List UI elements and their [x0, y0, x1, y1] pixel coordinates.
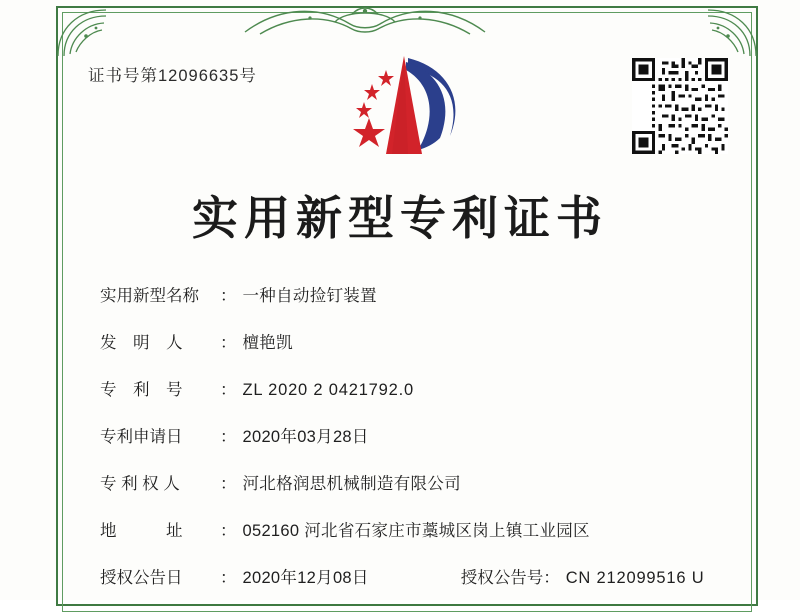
field-row-inventor [100, 329, 740, 353]
field-colon-4: ： [220, 475, 237, 493]
qr-code-icon [632, 58, 728, 154]
field-label-address: 地 址 [100, 522, 183, 540]
field-value-application-date: 2020年03月28日 [242, 428, 369, 446]
field-label-utility-model-name: 实用新型名称 [100, 287, 199, 305]
field-row-application-date [100, 423, 740, 447]
field-label-patentee: 专 利 权 人 [100, 475, 180, 493]
field-row-patentee [100, 470, 740, 494]
grant-publication-number-group [461, 564, 705, 588]
field-colon-publication-number: ： [543, 569, 560, 587]
field-row-address [100, 517, 740, 541]
field-row-grant-publication [100, 564, 740, 588]
top-ornament-icon [240, 2, 490, 38]
field-value-inventor: 檀艳凯 [242, 334, 293, 352]
field-value-grant-date: 2020年12月08日 [242, 569, 369, 587]
field-list [100, 282, 740, 588]
field-colon-grant-date: ： [220, 569, 237, 587]
field-label-patent-number: 专 利 号 [100, 381, 183, 399]
field-value-publication-number: CN 212099516 U [565, 569, 705, 587]
certificate-number: 证书号第12096635号 [88, 67, 257, 85]
field-colon-5: ： [220, 522, 237, 540]
field-label-publication-number: 授权公告号 [460, 569, 544, 587]
field-value-patent-number: ZL 2020 2 0421792.0 [242, 381, 414, 399]
field-value-address: 052160 河北省石家庄市藁城区岗上镇工业园区 [242, 522, 590, 540]
field-row-patent-number [100, 376, 740, 400]
field-colon-1: ： [220, 334, 237, 352]
field-colon-3: ： [220, 428, 237, 446]
field-label-application-date: 专利申请日 [100, 428, 183, 446]
field-colon-2: ： [220, 381, 237, 399]
cnipa-logo-icon [330, 50, 480, 165]
field-label-grant-date: 授权公告日 [100, 569, 183, 587]
page-title: 实用新型专利证书 [192, 191, 608, 245]
field-colon-0: ： [220, 287, 237, 305]
field-row-utility-model-name [100, 282, 740, 306]
field-label-inventor: 发 明 人 [100, 334, 183, 352]
field-value-utility-model-name: 一种自动捡钉装置 [242, 287, 377, 305]
field-value-patentee: 河北格润思机械制造有限公司 [242, 475, 461, 493]
